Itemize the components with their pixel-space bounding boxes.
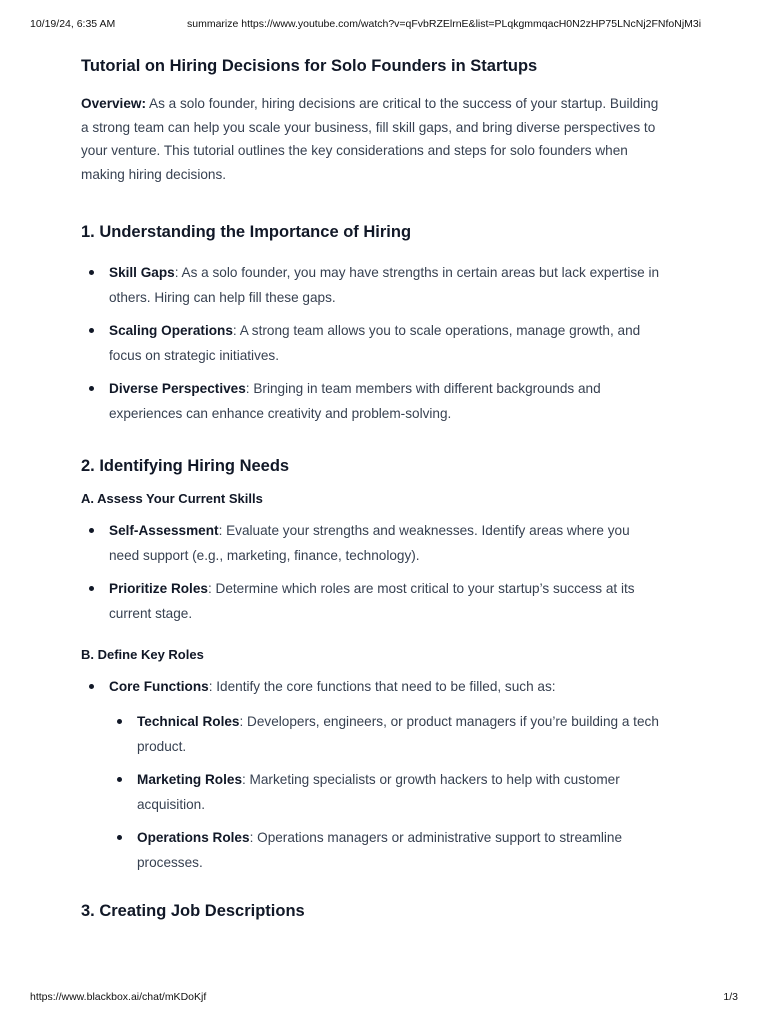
list-item (81, 674, 661, 875)
page-number: 1/3 (723, 991, 738, 1003)
subsection-a-heading: A. Assess Your Current Skills (81, 491, 263, 506)
overview-text: As a solo founder, hiring decisions are critical to the success of your startup. Building a strong team can help you scale your business, fill skill gaps, and bring diverse perspectives to your venture. This tutorial outlines the key considerations and steps for solo founders when making hiring decisions. (81, 96, 659, 182)
list-item-term: Prioritize Roles (109, 581, 208, 596)
print-date: 10/19/24, 6:35 AM (30, 18, 116, 30)
nested-role-list (109, 709, 661, 875)
list-item-text: : Bringing in team members with different backgrounds and experiences can enhance creativity and problem-solving. (109, 381, 601, 421)
print-footer-url: https://www.blackbox.ai/chat/mKDoKjf (30, 991, 207, 1003)
section-3-heading: 3. Creating Job Descriptions (81, 902, 305, 920)
list-item-term: Self-Assessment (109, 523, 219, 538)
section-1-list (81, 260, 661, 426)
page-title: Tutorial on Hiring Decisions for Solo Founders in Startups (81, 57, 538, 75)
list-item-term: Operations Roles (137, 830, 250, 845)
list-item-term: Core Functions (109, 679, 209, 694)
list-item-text: : Evaluate your strengths and weaknesses. Identify areas where you need support (e.g., marketing, finance, technology). (109, 523, 630, 563)
list-item-term: Marketing Roles (137, 772, 242, 787)
subsection-b-heading: B. Define Key Roles (81, 647, 204, 662)
list-item-text: : Identify the core functions that need to be filled, such as: (208, 679, 556, 694)
list-item (81, 318, 661, 368)
list-item-term: Diverse Perspectives (109, 381, 246, 396)
document-content (81, 56, 661, 939)
list-item-term: Skill Gaps (109, 265, 175, 280)
subsection-a-list (81, 518, 661, 626)
subsection-b-list (81, 674, 661, 875)
nested-list-item (109, 825, 661, 875)
list-item-text: : Determine which roles are most critical to your startup’s success at its current stage. (109, 581, 635, 621)
section-2-heading: 2. Identifying Hiring Needs (81, 457, 290, 475)
list-item-text: : As a solo founder, you may have strengths in certain areas but lack expertise in others. Hiring can help fill these gaps. (109, 265, 660, 305)
section-1-heading: 1. Understanding the Importance of Hiring (81, 223, 412, 241)
list-item-text: : Operations managers or administrative support to streamline processes. (137, 830, 623, 870)
print-source-url: summarize https://www.youtube.com/watch?v=qFvbRZElrnE&list=PLqkgmmqacH0N2zHP75LNcNj2FNfoNjM3i (187, 18, 702, 30)
list-item-text: : A strong team allows you to scale operations, manage growth, and focus on strategic initiatives. (109, 323, 641, 363)
list-item-text: : Marketing specialists or growth hackers to help with customer acquisition. (137, 772, 620, 812)
list-item-term: Technical Roles (137, 714, 240, 729)
nested-list-item (109, 709, 661, 759)
list-item-term: Scaling Operations (109, 323, 233, 338)
overview-paragraph (81, 92, 661, 186)
list-item (81, 576, 661, 626)
list-item (81, 376, 661, 426)
list-item (81, 260, 661, 310)
overview-label: Overview: (81, 96, 146, 111)
list-item (81, 518, 661, 568)
nested-list-item (109, 767, 661, 817)
list-item-text: : Developers, engineers, or product managers if you’re building a tech product. (137, 714, 659, 754)
